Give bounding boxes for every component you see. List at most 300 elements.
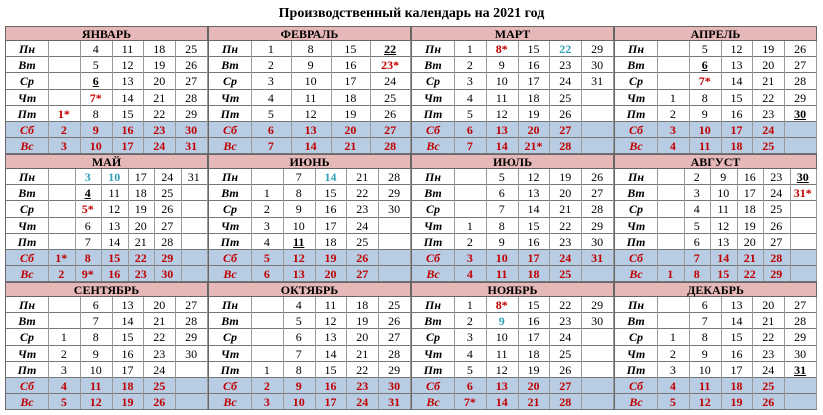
- grid-line: [291, 41, 292, 153]
- date-cell: 17: [121, 139, 134, 154]
- date-cell: 30: [161, 267, 174, 282]
- date-cell: 22: [559, 298, 572, 312]
- day-name: Сб: [19, 251, 35, 265]
- date-cell: 3: [263, 218, 270, 233]
- date-cell: 9: [295, 379, 302, 393]
- month-name: ФЕВРАЛЬ: [209, 27, 410, 41]
- date-cell: 11: [121, 42, 134, 56]
- date-cell: 2: [263, 379, 270, 393]
- grid-line: [331, 41, 332, 153]
- date-cell: 4: [263, 234, 270, 249]
- date-cell: 25: [185, 42, 198, 56]
- day-name: Вс: [426, 395, 440, 410]
- day-name: Пн: [628, 170, 644, 184]
- date-cell: 22: [356, 186, 369, 201]
- date-cell: 28: [794, 314, 807, 329]
- date-cell: 10: [698, 123, 711, 137]
- date-cell: 17: [527, 74, 540, 89]
- day-name: Вс: [20, 395, 34, 410]
- month-block: [5, 282, 208, 410]
- day-name: Вт: [424, 186, 442, 201]
- date-cell: 1: [60, 330, 67, 345]
- date-cell: 29: [591, 218, 604, 233]
- date-cell: 10: [292, 218, 305, 233]
- date-cell: 28: [185, 314, 198, 329]
- month-name: НОЯБРЬ: [412, 283, 613, 297]
- date-cell: 4: [466, 90, 473, 105]
- date-cell: 1*: [55, 251, 68, 265]
- date-cell: 22: [356, 362, 369, 377]
- date-cell: 28: [185, 90, 198, 105]
- grid-line: [48, 169, 49, 281]
- date-cell: 13: [108, 218, 121, 233]
- week-row: [412, 138, 613, 154]
- date-cell: 30: [591, 314, 604, 329]
- date-cell: 1: [669, 90, 676, 105]
- day-name: Вс: [223, 395, 237, 410]
- date-cell: 20: [762, 298, 775, 312]
- date-cell: 8: [701, 330, 708, 345]
- date-cell: 11: [717, 202, 730, 217]
- date-cell: 28: [591, 202, 604, 217]
- date-cell: 5: [263, 251, 270, 265]
- date-cell: 13: [717, 234, 730, 249]
- date-cell: 24: [559, 251, 572, 265]
- date-cell: 21: [153, 90, 166, 105]
- month-name: ДЕКАБРЬ: [615, 283, 816, 297]
- date-cell: 17: [730, 123, 743, 137]
- date-cell: 6: [693, 234, 700, 249]
- grid-line: [346, 169, 347, 281]
- week-row: [412, 185, 613, 201]
- date-cell: 28: [794, 74, 807, 89]
- date-cell: 4: [466, 267, 473, 282]
- date-cell: 26: [559, 362, 572, 377]
- date-cell: 16: [743, 170, 756, 184]
- date-cell: 6: [295, 330, 302, 345]
- date-cell: 1*: [57, 106, 70, 121]
- date-cell: 15: [324, 186, 337, 201]
- day-name: Пн: [425, 42, 441, 56]
- day-name: Вс: [629, 139, 643, 154]
- date-cell: 17: [743, 186, 756, 201]
- date-cell: 4: [669, 379, 676, 393]
- month-block: [208, 26, 411, 154]
- date-cell: 18: [344, 90, 357, 105]
- grid-line: [581, 169, 582, 281]
- date-cell: 23: [134, 267, 147, 282]
- date-cell: 20: [153, 74, 166, 89]
- day-name: Сб: [222, 251, 238, 265]
- date-cell: 30: [185, 346, 198, 361]
- week-row: [209, 234, 410, 250]
- day-name: Вс: [426, 139, 440, 154]
- date-cell: 25: [762, 139, 775, 154]
- date-cell: 21: [743, 251, 756, 265]
- grid-line: [518, 297, 519, 409]
- date-cell: 29: [591, 42, 604, 56]
- date-cell: 19: [743, 218, 756, 233]
- date-cell: 17: [344, 74, 357, 89]
- date-cell: 5: [669, 395, 676, 410]
- date-cell: 1: [669, 330, 676, 345]
- date-cell: 30: [185, 123, 198, 137]
- grid-line: [48, 41, 49, 153]
- day-name: Сб: [628, 379, 644, 393]
- date-cell: 4: [84, 186, 91, 201]
- date-cell: 26: [762, 395, 775, 410]
- date-cell: 14: [121, 90, 134, 105]
- date-cell: 2: [669, 346, 676, 361]
- date-cell: 9: [701, 346, 708, 361]
- date-cell: 12: [292, 251, 305, 265]
- week-row: [6, 57, 207, 73]
- date-cell: 26: [559, 106, 572, 121]
- week-row: [412, 169, 613, 185]
- date-cell: 3: [466, 74, 473, 89]
- date-cell: 3: [466, 330, 473, 345]
- date-cell: 26: [161, 202, 174, 217]
- date-cell: 18: [743, 202, 756, 217]
- date-cell: 4: [693, 202, 700, 217]
- date-cell: 15: [527, 218, 540, 233]
- date-cell: 16: [730, 106, 743, 121]
- date-cell: 22: [134, 251, 147, 265]
- date-cell: 8: [701, 90, 708, 105]
- day-name: Ср: [425, 330, 440, 345]
- day-name: Сб: [425, 379, 441, 393]
- grid-line: [315, 169, 316, 281]
- week-row: [615, 346, 816, 362]
- date-cell: 20: [356, 330, 369, 345]
- day-name: Чт: [423, 346, 443, 361]
- date-cell: 1: [466, 42, 473, 56]
- date-cell: 5*: [81, 202, 94, 217]
- date-cell: 11: [90, 379, 102, 393]
- day-name: Чт: [423, 90, 443, 105]
- day-name: Пт: [17, 234, 37, 249]
- date-cell: 29: [388, 186, 401, 201]
- grid-line: [549, 41, 550, 153]
- date-cell: 10: [495, 330, 508, 345]
- date-cell: 16: [527, 234, 540, 249]
- date-cell: 30: [591, 58, 604, 73]
- date-cell: 15: [108, 251, 121, 265]
- date-cell: 8: [84, 251, 91, 265]
- date-cell: 17: [527, 330, 540, 345]
- week-row: [412, 362, 613, 378]
- month-name: СЕНТЯБРЬ: [6, 283, 207, 297]
- date-cell: 24: [356, 218, 369, 233]
- day-name: Чт: [220, 218, 240, 233]
- grid-line: [784, 41, 785, 153]
- date-cell: 14: [304, 139, 317, 154]
- date-cell: 3: [263, 395, 270, 410]
- grid-line: [346, 297, 347, 409]
- week-row: [615, 250, 816, 266]
- date-cell: 12: [730, 42, 743, 56]
- date-cell: 2: [267, 58, 274, 73]
- date-cell: 11: [699, 379, 711, 393]
- week-row: [615, 329, 816, 345]
- month-block: [5, 154, 208, 282]
- grid-line: [752, 297, 753, 409]
- month-name: ИЮЛЬ: [412, 155, 613, 169]
- date-cell: 9: [92, 346, 99, 361]
- date-cell: 31: [388, 395, 401, 410]
- week-row: [6, 169, 207, 185]
- date-cell: 23: [153, 346, 166, 361]
- week-row: [209, 73, 410, 89]
- date-cell: 8: [693, 267, 700, 282]
- date-cell: 27: [794, 58, 807, 73]
- date-cell: 16: [121, 123, 134, 137]
- month-name: МАРТ: [412, 27, 613, 41]
- date-cell: 3: [669, 362, 676, 377]
- date-cell: 21*: [524, 139, 543, 154]
- day-name: Пт: [626, 234, 646, 249]
- date-cell: 15: [527, 298, 540, 312]
- week-row: [209, 57, 410, 73]
- grid-line: [657, 297, 658, 409]
- date-cell: 10: [108, 170, 121, 184]
- week-row: [412, 201, 613, 217]
- date-cell: 25: [384, 90, 397, 105]
- week-row: [6, 41, 207, 57]
- date-cell: 26: [356, 251, 369, 265]
- date-cell: 13: [495, 123, 508, 137]
- date-cell: 23: [762, 106, 775, 121]
- date-cell: 20: [559, 186, 572, 201]
- grid-line: [251, 297, 252, 409]
- date-cell: 17: [121, 362, 134, 377]
- grid-line: [657, 41, 658, 153]
- grid-line: [816, 297, 817, 409]
- date-cell: 21: [134, 234, 147, 249]
- week-row: [615, 234, 816, 250]
- day-name: Вт: [424, 314, 442, 329]
- grid-line: [657, 169, 658, 281]
- date-cell: 22: [762, 330, 775, 345]
- date-cell: 8: [92, 106, 99, 121]
- date-cell: 10: [89, 139, 102, 154]
- day-name: Ср: [425, 74, 440, 89]
- date-cell: 27: [559, 379, 572, 393]
- week-row: [209, 218, 410, 234]
- week-row: [209, 297, 410, 313]
- date-cell: 17: [527, 251, 540, 265]
- date-cell: 2: [466, 234, 473, 249]
- date-cell: 13: [304, 123, 317, 137]
- week-row: [209, 138, 410, 154]
- date-cell: 19: [762, 42, 775, 56]
- date-cell: 27: [794, 298, 807, 312]
- date-cell: 12: [89, 395, 102, 410]
- date-cell: 25: [762, 379, 775, 393]
- day-name: Чт: [626, 346, 646, 361]
- date-cell: 28: [384, 139, 397, 154]
- date-cell: 5: [295, 314, 302, 329]
- month-name: АВГУСТ: [615, 155, 816, 169]
- date-cell: 15: [344, 42, 357, 56]
- date-cell: 3: [84, 170, 91, 184]
- date-cell: 22: [153, 106, 166, 121]
- grid-line: [486, 41, 487, 153]
- day-name: Чт: [220, 346, 240, 361]
- date-cell: 23: [356, 202, 369, 217]
- date-cell: 20: [344, 123, 357, 137]
- date-cell: 25: [153, 379, 166, 393]
- date-cell: 24: [559, 330, 572, 345]
- date-cell: 8: [92, 330, 99, 345]
- day-name: Чт: [17, 90, 37, 105]
- day-name: Вт: [18, 314, 36, 329]
- date-cell: 21: [356, 170, 369, 184]
- date-cell: 30: [794, 106, 807, 121]
- date-cell: 14: [121, 314, 134, 329]
- date-cell: 9: [307, 58, 314, 73]
- date-cell: 18: [527, 346, 540, 361]
- date-cell: 9: [498, 314, 505, 329]
- day-name: Чт: [423, 218, 443, 233]
- date-cell: 9: [498, 234, 505, 249]
- week-row: [209, 346, 410, 362]
- day-name: Сб: [628, 123, 644, 137]
- week-row: [615, 362, 816, 378]
- week-row: [412, 57, 613, 73]
- date-cell: 31: [591, 74, 604, 89]
- date-cell: 6: [92, 74, 99, 89]
- date-cell: 10: [698, 362, 711, 377]
- date-cell: 31: [187, 170, 200, 184]
- date-cell: 4: [295, 298, 302, 312]
- week-row: [412, 266, 613, 282]
- date-cell: 27: [388, 330, 401, 345]
- week-row: [209, 266, 410, 282]
- date-cell: 12: [108, 202, 121, 217]
- day-name: Пт: [220, 234, 240, 249]
- date-cell: 3: [267, 74, 274, 89]
- month-name: ЯНВАРЬ: [6, 27, 207, 41]
- week-row: [6, 250, 207, 266]
- date-cell: 18: [134, 186, 147, 201]
- date-cell: 14: [717, 251, 730, 265]
- date-cell: 29: [185, 330, 198, 345]
- month-block: [614, 154, 817, 282]
- grid-line: [75, 169, 76, 281]
- date-cell: 21: [762, 74, 775, 89]
- day-name: Ср: [19, 74, 34, 89]
- day-name: Пт: [626, 362, 646, 377]
- week-row: [6, 313, 207, 329]
- week-row: [412, 218, 613, 234]
- date-cell: 17: [324, 395, 337, 410]
- date-cell: 14: [495, 395, 508, 410]
- day-name: Пн: [19, 42, 35, 56]
- date-cell: 11: [108, 186, 121, 201]
- date-cell: 22: [153, 330, 166, 345]
- week-row: [615, 169, 816, 185]
- date-cell: 21: [762, 314, 775, 329]
- date-cell: 19: [153, 58, 166, 73]
- date-cell: 25: [559, 346, 572, 361]
- date-cell: 3: [466, 251, 473, 265]
- date-cell: 3: [60, 139, 67, 154]
- grid-line: [454, 169, 455, 281]
- date-cell: 7: [92, 314, 99, 329]
- date-cell: 25: [356, 234, 369, 249]
- date-cell: 16: [121, 346, 134, 361]
- grid-line: [128, 169, 129, 281]
- date-cell: 19: [730, 395, 743, 410]
- week-row: [615, 266, 816, 282]
- date-cell: 8*: [495, 298, 508, 312]
- date-cell: 24: [762, 362, 775, 377]
- day-name: Вт: [424, 58, 442, 73]
- day-name: Пт: [220, 362, 240, 377]
- date-cell: 9: [720, 170, 727, 184]
- week-row: [209, 90, 410, 106]
- date-cell: 25: [161, 186, 174, 201]
- day-name: Пт: [423, 234, 443, 249]
- date-cell: 17: [730, 362, 743, 377]
- week-row: [6, 138, 207, 154]
- date-cell: 29: [794, 90, 807, 105]
- day-name: Пн: [222, 298, 238, 312]
- date-cell: 11: [495, 90, 508, 105]
- day-name: Чт: [17, 218, 37, 233]
- date-cell: 21: [356, 346, 369, 361]
- date-cell: 27: [185, 298, 198, 312]
- date-cell: 13: [121, 298, 134, 312]
- day-name: Пн: [19, 298, 35, 312]
- date-cell: 28: [388, 346, 401, 361]
- date-cell: 7: [701, 314, 708, 329]
- grid-line: [721, 297, 722, 409]
- date-cell: 15: [730, 330, 743, 345]
- day-name: Сб: [425, 251, 441, 265]
- day-name: Вт: [221, 314, 239, 329]
- week-row: [209, 169, 410, 185]
- date-cell: 19: [344, 106, 357, 121]
- week-row: [209, 122, 410, 138]
- day-name: Чт: [626, 90, 646, 105]
- week-row: [6, 394, 207, 410]
- week-row: [209, 106, 410, 122]
- date-cell: 1: [267, 42, 274, 56]
- date-cell: 14: [730, 74, 743, 89]
- date-cell: 31: [185, 139, 198, 154]
- day-name: Ср: [222, 202, 237, 217]
- date-cell: 15: [121, 330, 134, 345]
- grid-line: [816, 169, 817, 281]
- grid-line: [175, 41, 176, 153]
- date-cell: 8: [307, 42, 314, 56]
- date-cell: 21: [559, 202, 572, 217]
- week-row: [209, 41, 410, 57]
- grid-line: [549, 169, 550, 281]
- date-cell: 10: [717, 186, 730, 201]
- grid-line: [251, 41, 252, 153]
- date-cell: 1: [667, 267, 674, 282]
- day-name: Вс: [20, 139, 34, 154]
- week-row: [6, 218, 207, 234]
- day-name: Вс: [426, 267, 440, 282]
- date-cell: 26: [185, 58, 198, 73]
- date-cell: 23: [153, 123, 166, 137]
- date-cell: 24: [762, 123, 775, 137]
- grid-line: [48, 297, 49, 409]
